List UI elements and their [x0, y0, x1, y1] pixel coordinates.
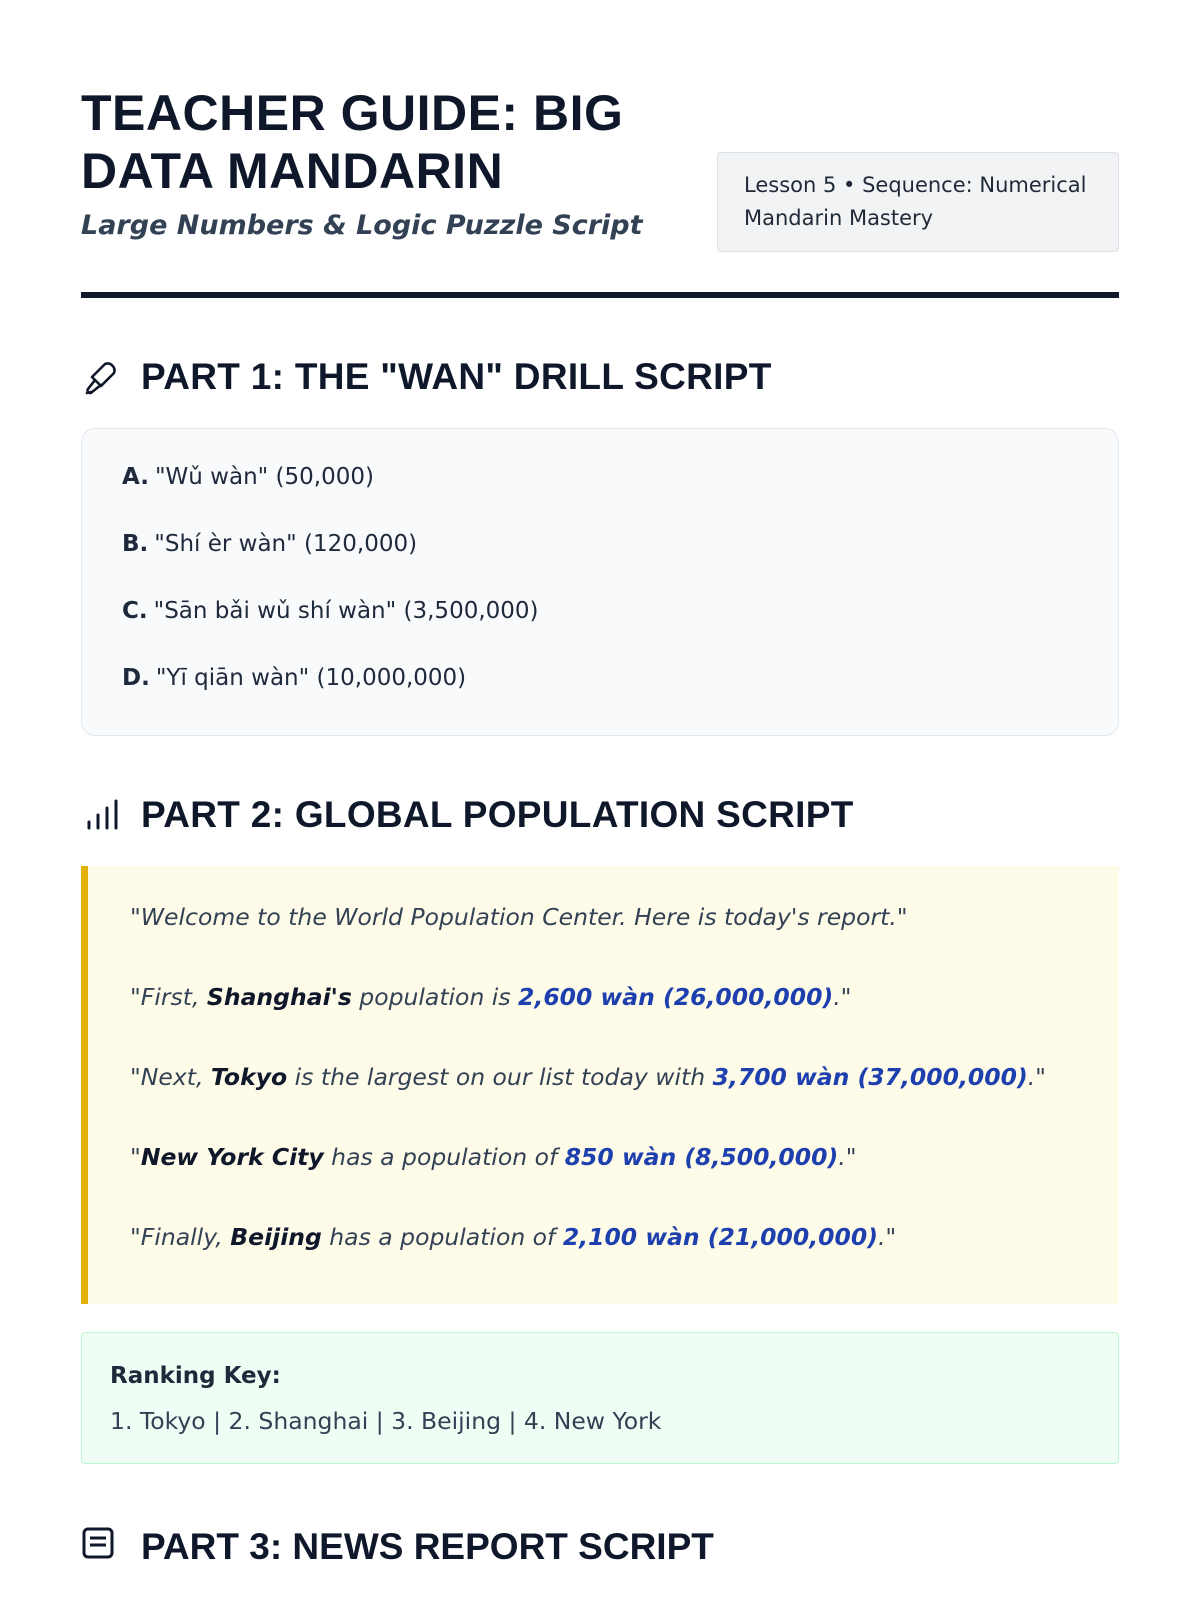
- city-name: Shanghai's: [206, 983, 352, 1011]
- drill-text: "Wǔ wàn" (50,000): [154, 464, 374, 490]
- drill-item: [122, 664, 1078, 693]
- part2-heading: PART 2: GLOBAL POPULATION SCRIPT: [141, 794, 854, 835]
- lesson-info-box: Lesson 5 • Sequence: Numerical Mandarin Mastery: [717, 152, 1119, 252]
- script-pre: "Next,: [130, 1063, 211, 1091]
- page-title: TEACHER GUIDE: BIG DATA MANDARIN: [81, 85, 624, 199]
- city-name: Beijing: [230, 1223, 322, 1251]
- title-block: [81, 84, 661, 241]
- part1-heading: PART 1: THE "WAN" DRILL SCRIPT: [141, 356, 772, 397]
- script-line: [130, 1142, 1079, 1172]
- drill-item: [122, 463, 1078, 492]
- drill-text: "Yī qiān wàn" (10,000,000): [155, 665, 467, 691]
- script-pre: "Finally,: [130, 1223, 231, 1251]
- script-mid: is the largest on our list today with: [287, 1063, 713, 1091]
- page-header: [81, 0, 1119, 298]
- drill-text: "Sān bǎi wǔ shí wàn" (3,500,000): [153, 598, 539, 624]
- city-name: Tokyo: [210, 1063, 288, 1091]
- part1-header: [81, 356, 1119, 398]
- population-number: 850 wàn (8,500,000): [564, 1143, 839, 1171]
- bar-chart-icon: [81, 794, 123, 836]
- drill-text: "Shí èr wàn" (120,000): [154, 531, 418, 557]
- script-pre: ": [130, 1143, 141, 1171]
- script-post: .": [1027, 1063, 1046, 1091]
- script-line: [130, 982, 1079, 1012]
- population-number: 3,700 wàn (37,000,000): [712, 1063, 1028, 1091]
- part2-header: [81, 794, 1119, 836]
- ranking-key-title: Ranking Key:: [110, 1363, 281, 1389]
- script-mid: has a population of: [323, 1143, 565, 1171]
- script-mid: has a population of: [321, 1223, 563, 1251]
- part3-header: [81, 1526, 1119, 1568]
- script-post: .": [833, 983, 852, 1011]
- script-pre: "First,: [130, 983, 207, 1011]
- drill-card: [81, 428, 1119, 736]
- microphone-icon: [81, 356, 123, 398]
- population-number: 2,600 wàn (26,000,000): [518, 983, 834, 1011]
- script-line: [130, 1222, 1079, 1252]
- ranking-key-box: [81, 1332, 1119, 1464]
- script-intro: "Welcome to the World Population Center. Here is today's report.": [130, 903, 908, 931]
- script-post: .": [838, 1143, 857, 1171]
- drill-item: [122, 530, 1078, 559]
- script-mid: population is: [351, 983, 519, 1011]
- drill-letter: C.: [122, 598, 148, 624]
- drill-letter: B.: [122, 531, 149, 557]
- city-name: New York City: [140, 1143, 324, 1171]
- newspaper-icon: [81, 1526, 123, 1568]
- ranking-key-text: 1. Tokyo | 2. Shanghai | 3. Beijing | 4. New York: [110, 1407, 662, 1435]
- drill-item: [122, 597, 1078, 626]
- part3-heading: PART 3: NEWS REPORT SCRIPT: [141, 1526, 714, 1567]
- page-subtitle: Large Numbers & Logic Puzzle Script: [81, 210, 643, 241]
- drill-letter: A.: [122, 464, 149, 490]
- drill-letter: D.: [122, 665, 150, 691]
- population-script-box: [81, 866, 1119, 1304]
- population-number: 2,100 wàn (21,000,000): [562, 1223, 878, 1251]
- script-line: [130, 1062, 1079, 1092]
- script-post: .": [877, 1223, 897, 1251]
